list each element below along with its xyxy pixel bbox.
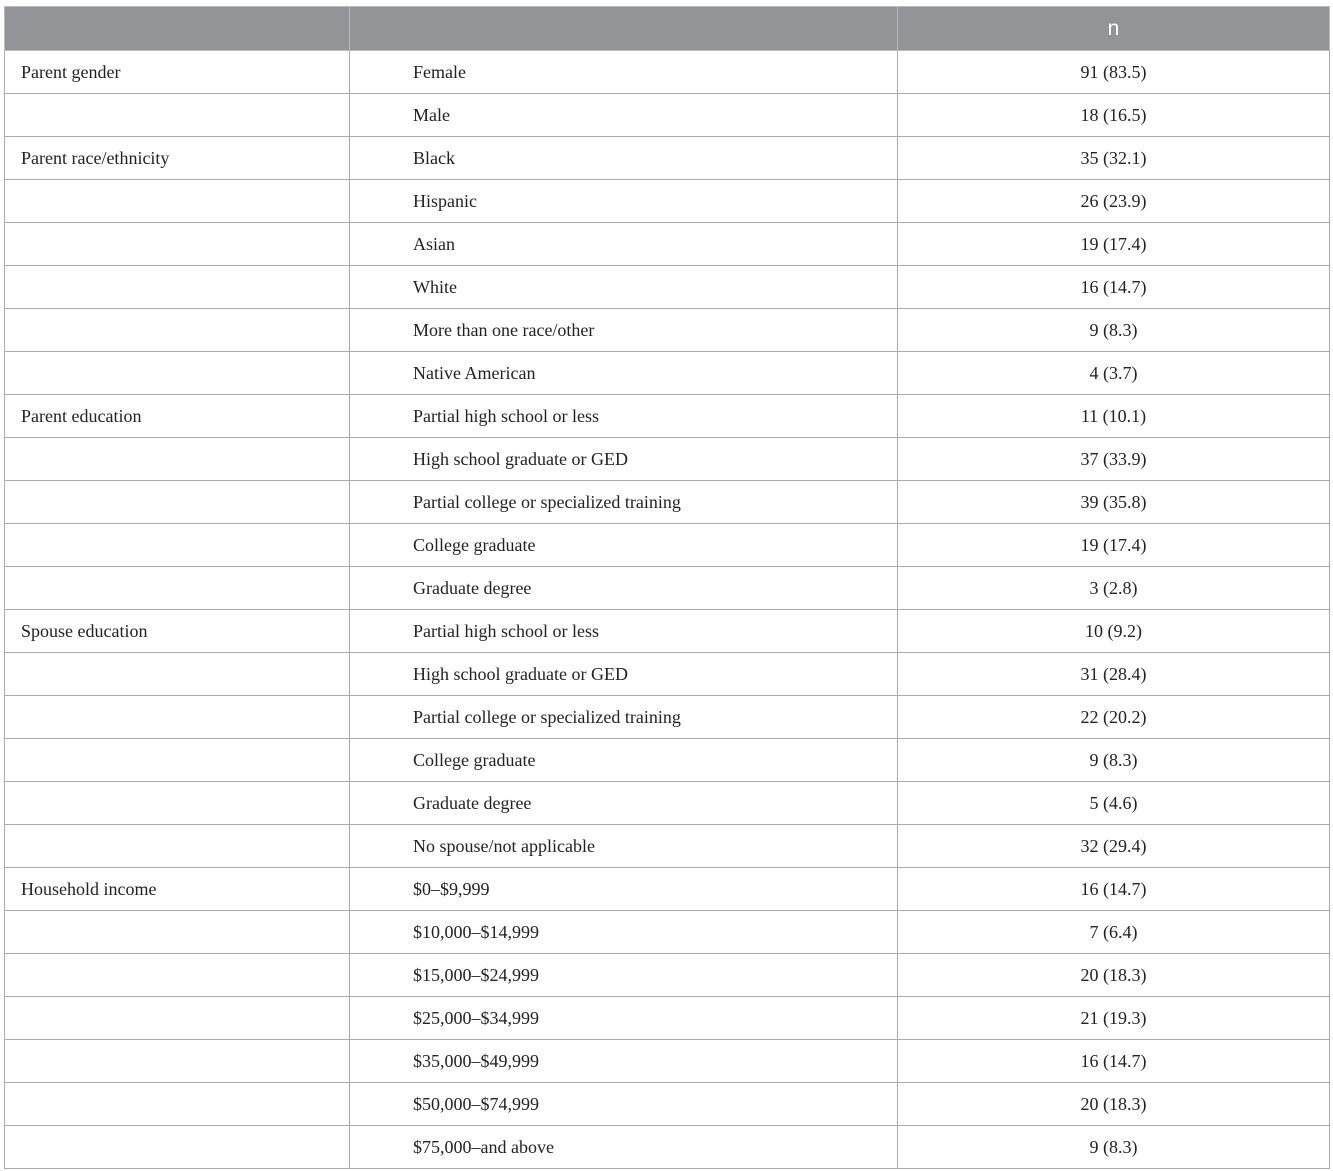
row-n-cell: 26 (23.9)	[898, 180, 1330, 223]
row-item-cell: Graduate degree	[350, 782, 898, 825]
table-row	[5, 653, 1330, 696]
table-row	[5, 94, 1330, 137]
table-row	[5, 481, 1330, 524]
table-row	[5, 1083, 1330, 1126]
row-category-cell	[5, 309, 350, 352]
row-n-cell: 18 (16.5)	[898, 94, 1330, 137]
row-n-cell: 16 (14.7)	[898, 266, 1330, 309]
row-item-cell: High school graduate or GED	[350, 653, 898, 696]
row-category-cell	[5, 911, 350, 954]
row-category-cell	[5, 352, 350, 395]
row-category-cell: Parent race/ethnicity	[5, 137, 350, 180]
row-item-cell: $50,000–$74,999	[350, 1083, 898, 1126]
row-item-cell: Asian	[350, 223, 898, 266]
row-category-cell	[5, 481, 350, 524]
row-item-cell: More than one race/other	[350, 309, 898, 352]
row-category-cell	[5, 223, 350, 266]
row-category-cell	[5, 739, 350, 782]
row-category-cell	[5, 1083, 350, 1126]
row-item-cell: Hispanic	[350, 180, 898, 223]
row-category-cell	[5, 438, 350, 481]
row-category-cell	[5, 266, 350, 309]
row-n-cell: 91 (83.5)	[898, 51, 1330, 94]
row-n-cell: 16 (14.7)	[898, 868, 1330, 911]
row-item-cell: $0–$9,999	[350, 868, 898, 911]
table-row	[5, 567, 1330, 610]
row-category-cell: Parent education	[5, 395, 350, 438]
table-row	[5, 524, 1330, 567]
row-item-cell: College graduate	[350, 524, 898, 567]
row-n-cell: 21 (19.3)	[898, 997, 1330, 1040]
row-n-cell: 32 (29.4)	[898, 825, 1330, 868]
row-n-cell: 37 (33.9)	[898, 438, 1330, 481]
row-category-cell: Household income	[5, 868, 350, 911]
row-item-cell: Female	[350, 51, 898, 94]
row-n-cell: 19 (17.4)	[898, 223, 1330, 266]
row-item-cell: College graduate	[350, 739, 898, 782]
row-n-cell: 9 (8.3)	[898, 309, 1330, 352]
table-row	[5, 438, 1330, 481]
table-row	[5, 395, 1330, 438]
table-row	[5, 739, 1330, 782]
table-row	[5, 137, 1330, 180]
row-category-cell	[5, 954, 350, 997]
row-n-cell: 20 (18.3)	[898, 954, 1330, 997]
row-item-cell: Black	[350, 137, 898, 180]
row-category-cell	[5, 653, 350, 696]
table-row	[5, 223, 1330, 266]
header-category	[5, 7, 350, 51]
row-n-cell: 19 (17.4)	[898, 524, 1330, 567]
row-n-cell: 7 (6.4)	[898, 911, 1330, 954]
row-item-cell: Partial high school or less	[350, 610, 898, 653]
table-row	[5, 782, 1330, 825]
table-row	[5, 911, 1330, 954]
row-category-cell	[5, 1126, 350, 1169]
table-row	[5, 1126, 1330, 1169]
row-item-cell: $75,000–and above	[350, 1126, 898, 1169]
table-row	[5, 997, 1330, 1040]
row-item-cell: No spouse/not applicable	[350, 825, 898, 868]
row-n-cell: 9 (8.3)	[898, 1126, 1330, 1169]
row-n-cell: 22 (20.2)	[898, 696, 1330, 739]
row-category-cell: Spouse education	[5, 610, 350, 653]
row-item-cell: $10,000–$14,999	[350, 911, 898, 954]
row-category-cell	[5, 696, 350, 739]
table-row	[5, 309, 1330, 352]
row-n-cell: 11 (10.1)	[898, 395, 1330, 438]
table-row	[5, 51, 1330, 94]
row-n-cell: 35 (32.1)	[898, 137, 1330, 180]
table-row	[5, 180, 1330, 223]
row-item-cell: Male	[350, 94, 898, 137]
row-category-cell	[5, 567, 350, 610]
row-item-cell: Partial high school or less	[350, 395, 898, 438]
row-category-cell	[5, 180, 350, 223]
table-row	[5, 352, 1330, 395]
row-item-cell: Partial college or specialized training	[350, 481, 898, 524]
header-item	[350, 7, 898, 51]
table-row	[5, 1040, 1330, 1083]
row-category-cell	[5, 997, 350, 1040]
row-item-cell: $15,000–$24,999	[350, 954, 898, 997]
row-category-cell	[5, 524, 350, 567]
row-n-cell: 31 (28.4)	[898, 653, 1330, 696]
row-category-cell: Parent gender	[5, 51, 350, 94]
row-category-cell	[5, 782, 350, 825]
row-n-cell: 4 (3.7)	[898, 352, 1330, 395]
row-item-cell: Partial college or specialized training	[350, 696, 898, 739]
row-category-cell	[5, 825, 350, 868]
table-row	[5, 266, 1330, 309]
table-header-row	[5, 7, 1330, 51]
row-category-cell	[5, 1040, 350, 1083]
row-n-cell: 10 (9.2)	[898, 610, 1330, 653]
row-item-cell: $25,000–$34,999	[350, 997, 898, 1040]
row-n-cell: 3 (2.8)	[898, 567, 1330, 610]
row-category-cell	[5, 94, 350, 137]
table-row	[5, 610, 1330, 653]
row-n-cell: 9 (8.3)	[898, 739, 1330, 782]
table-body	[5, 51, 1330, 1169]
table-row	[5, 696, 1330, 739]
row-n-cell: 20 (18.3)	[898, 1083, 1330, 1126]
table-row	[5, 954, 1330, 997]
table-row	[5, 868, 1330, 911]
demographics-table	[4, 6, 1330, 1169]
row-n-cell: 39 (35.8)	[898, 481, 1330, 524]
row-n-cell: 16 (14.7)	[898, 1040, 1330, 1083]
row-n-cell: 5 (4.6)	[898, 782, 1330, 825]
header-n: n	[898, 7, 1330, 51]
row-item-cell: Native American	[350, 352, 898, 395]
row-item-cell: High school graduate or GED	[350, 438, 898, 481]
row-item-cell: $35,000–$49,999	[350, 1040, 898, 1083]
row-item-cell: White	[350, 266, 898, 309]
table-row	[5, 825, 1330, 868]
row-item-cell: Graduate degree	[350, 567, 898, 610]
